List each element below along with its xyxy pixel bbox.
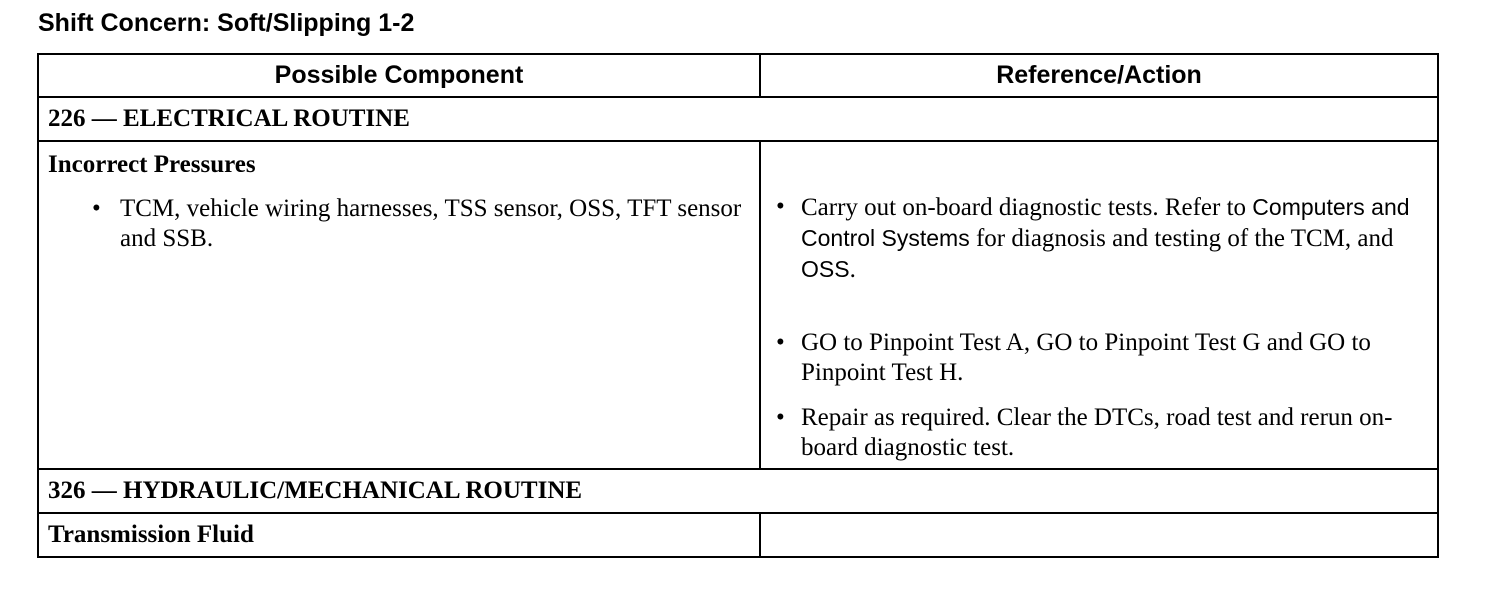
section-row-electrical: [38, 97, 1438, 141]
action-item-2: [776, 328, 1417, 388]
action-item-3: [776, 403, 1417, 463]
bullet-dot: •: [776, 404, 785, 431]
section-row-hydraulic: [38, 469, 1438, 513]
section-hydraulic-mechanical-routine: 326 — HYDRAULIC/MECHANICAL ROUTINE: [38, 469, 1438, 513]
section-electrical-routine: 226 — ELECTRICAL ROUTINE: [38, 97, 1438, 141]
header-reference-action: Reference/Action: [760, 54, 1438, 97]
action-1-text: Carry out on-board diagnostic tests. Refer to: [801, 194, 1247, 221]
action-3-text: Repair as required. Clear the DTCs, road test and rerun on-board diagnostic test.: [801, 404, 1393, 461]
action-cell-transmission-fluid: [760, 513, 1438, 557]
reference-oss: OSS: [801, 256, 850, 282]
bullet-dot: •: [92, 195, 101, 222]
page-title: Shift Concern: Soft/Slipping 1-2: [38, 9, 415, 37]
action-1-end: .: [849, 256, 856, 283]
component-title: Incorrect Pressures: [48, 151, 256, 178]
reference-computers-and-control-systems: Computers and Control Systems: [801, 194, 1410, 251]
action-cell-incorrect-pressures: [760, 141, 1438, 469]
bullet-dot: •: [776, 329, 785, 356]
component-cell-transmission-fluid: Transmission Fluid: [38, 513, 760, 557]
shift-concern-table: [37, 53, 1439, 558]
table-row: [38, 513, 1438, 557]
table-header-row: [38, 54, 1438, 97]
component-cell-incorrect-pressures: [38, 141, 760, 469]
component-bullet: [39, 194, 759, 254]
action-1-text-cont: for diagnosis and testing of the TCM, and: [969, 225, 1394, 252]
bullet-dot: •: [776, 193, 785, 220]
component-bullet-text: TCM, vehicle wiring harnesses, TSS sensor, OSS, TFT sensor and SSB.: [120, 195, 742, 252]
header-possible-component: Possible Component: [38, 54, 760, 97]
table-row: [38, 141, 1438, 469]
action-item-1: [776, 192, 1417, 285]
action-2-text: GO to Pinpoint Test A, GO to Pinpoint Test G and GO to Pinpoint Test H.: [801, 329, 1371, 386]
